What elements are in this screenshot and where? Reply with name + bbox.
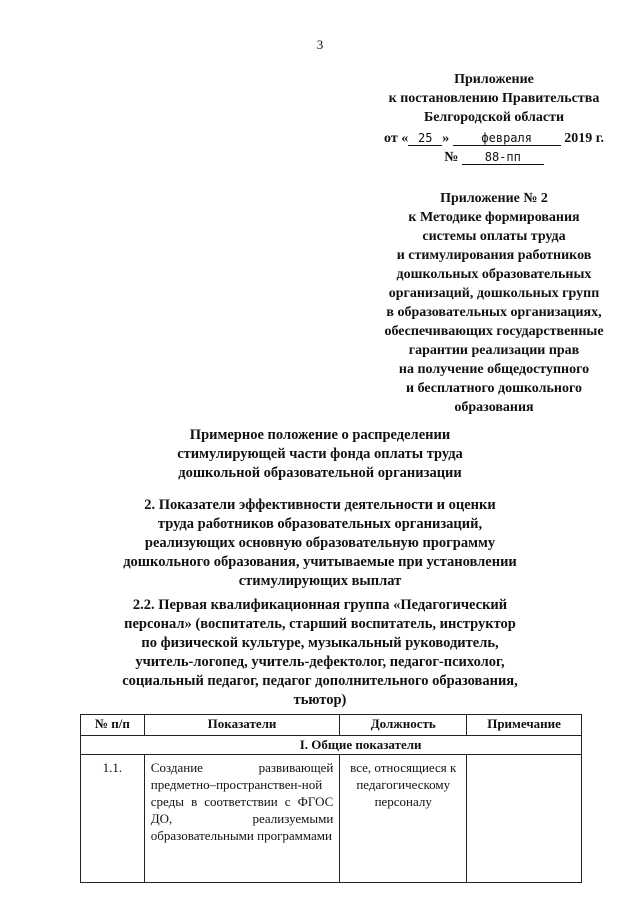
appendix2-line: гарантии реализации прав (408, 343, 580, 358)
appendix2-line: организаций, дошкольных групп (388, 286, 600, 301)
header-indicators: Показатели (144, 715, 340, 736)
row-number: 1.1. (81, 755, 145, 883)
section-general-indicators: I. Общие показатели (144, 736, 581, 755)
appendix-line: Белгородской области (423, 110, 565, 125)
appendix2-line: обеспечивающих государственные (384, 324, 604, 339)
section2-line: труда работников образовательных организаций, (157, 516, 483, 532)
section22-line: персонал» (воспитатель, старший воспитатель, инструктор (124, 616, 516, 632)
appendix2-line: на получение общедоступного (398, 362, 590, 377)
table-header-row (81, 715, 582, 736)
methodology-appendix (360, 189, 628, 417)
resolution-date (368, 129, 620, 148)
table-row (81, 755, 582, 883)
table-section-row (81, 736, 582, 755)
government-resolution-appendix (368, 70, 620, 167)
appendix2-line: и бесплатного дошкольного (406, 381, 582, 396)
section2-line: дошкольного образования, учитываемые при установлении (123, 554, 517, 570)
date-quote: » (442, 131, 450, 146)
title-line: стимулирующей части фонда оплаты труда (177, 446, 463, 462)
date-year: 2019 г. (564, 131, 604, 146)
section22-line: по физической культуре, музыкальный руководитель, (141, 635, 499, 651)
header-position: Должность (340, 715, 467, 736)
row-indicator: Создание развивающей предметно–пространствен-ной среды в соответствии с ФГОС ДО, реализуемыми образовательными программами (144, 755, 340, 883)
resolution-number (368, 148, 620, 167)
number-prefix: № (444, 150, 459, 165)
appendix-line: к постановлению Правительства (388, 91, 600, 106)
title-line: Примерное положение о распределении (189, 427, 451, 443)
section22-line: тьютор) (293, 692, 347, 708)
document-title (0, 426, 640, 483)
section-row-empty (81, 736, 145, 755)
header-note: Примечание (467, 715, 582, 736)
date-prefix: от « (384, 131, 409, 146)
number-value: 88-пп (462, 150, 544, 165)
appendix2-line: Приложение № 2 (440, 191, 548, 206)
date-day: 25 (408, 131, 442, 146)
section-2-2-heading (0, 596, 640, 710)
title-line: дошкольной образовательной организации (178, 465, 462, 481)
header-number: № п/п (81, 715, 145, 736)
appendix2-line: к Методике формирования (408, 210, 580, 225)
row-position: все, относящиеся к педагогическому персоналу (340, 755, 467, 883)
section2-line: 2. Показатели эффективности деятельности и оценки (144, 497, 496, 513)
appendix-line: Приложение (454, 72, 534, 87)
appendix2-line: дошкольных образовательных (396, 267, 592, 282)
section22-line: социальный педагог, педагог дополнительного образования, (122, 673, 518, 689)
row-note (467, 755, 582, 883)
section2-line: реализующих основную образовательную программу (144, 535, 496, 551)
page-number: 3 (316, 37, 324, 52)
section2-line: стимулирующих выплат (238, 573, 402, 589)
date-month: февраля (453, 131, 561, 146)
appendix2-line: и стимулирования работников (396, 248, 592, 263)
appendix2-line: образования (454, 400, 534, 415)
indicators-table (80, 714, 582, 883)
section22-line: учитель-логопед, учитель-дефектолог, педагог-психолог, (135, 654, 505, 670)
section22-line: 2.2. Первая квалификационная группа «Педагогический (132, 597, 508, 613)
section-2-heading (0, 496, 640, 591)
appendix2-line: системы оплаты труда (422, 229, 566, 244)
appendix2-line: в образовательных организациях, (386, 305, 602, 320)
